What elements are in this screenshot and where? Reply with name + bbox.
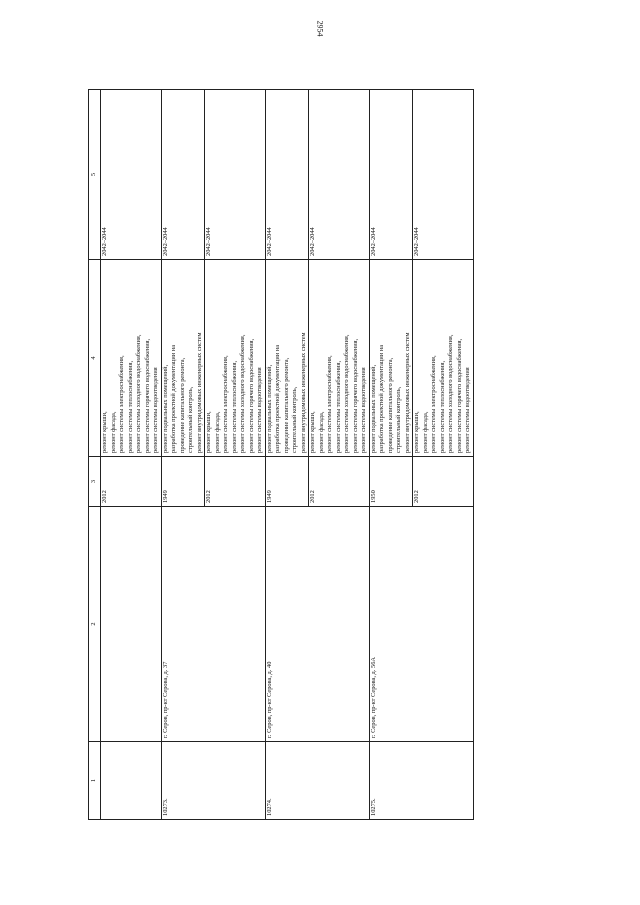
work-item: ремонт фасада,	[213, 411, 221, 453]
work-item: ремонт системы теплоснабжения,	[126, 360, 134, 453]
row-number-cell: 10274.	[265, 742, 369, 820]
work-item: ремонт внутридомовых инженерных систем	[403, 332, 411, 453]
work-item: ремонт системы электроснабжения,	[326, 355, 333, 453]
year-cell: 1949	[265, 457, 309, 507]
work-item: ремонт крыши,	[205, 411, 212, 453]
work-item: ремонт системы холодного водоснабжения,	[135, 334, 142, 453]
works-cell	[369, 260, 413, 457]
header-col-5: 5	[89, 90, 101, 260]
work-item: строительный контроль,	[187, 386, 194, 453]
year-cell: 2012	[309, 457, 370, 507]
work-item: ремонт системы горячего водоснабжения,	[247, 338, 255, 453]
works-cell	[265, 260, 309, 457]
work-item: проведение капитального ремонта,	[386, 357, 394, 453]
work-item: ремонт фасада,	[317, 411, 325, 453]
work-item: ремонт фасада,	[109, 411, 117, 453]
year-cell: 1949	[161, 457, 205, 507]
work-item: ремонт крыши,	[309, 411, 316, 453]
work-item: ремонт системы водоотведения	[256, 367, 263, 453]
table-row	[101, 90, 162, 820]
work-item: ремонт системы электроснабжения,	[118, 355, 125, 453]
work-item: строительный контроль,	[291, 386, 298, 453]
work-item: ремонт системы холодного водоснабжения,	[343, 334, 350, 453]
work-item: разработка проектной документации на	[170, 344, 177, 453]
table-body	[101, 90, 474, 820]
period-cell: 2042–2044	[161, 90, 205, 260]
work-item: ремонт крыши,	[101, 411, 108, 453]
table-row	[265, 90, 309, 820]
period-cell: 2042–2044	[265, 90, 309, 260]
work-item: ремонт подвальных помещений,	[161, 364, 169, 453]
work-item: разработка проектной документации на	[378, 344, 385, 453]
address-cell	[101, 507, 162, 742]
work-item: ремонт подвальных помещений,	[369, 364, 377, 453]
work-item: ремонт системы теплоснабжения,	[230, 360, 238, 453]
work-item: проведение капитального ремонта,	[282, 357, 290, 453]
period-cell: 2042–2044	[101, 90, 162, 260]
year-cell: 2012	[101, 457, 162, 507]
works-cell	[161, 260, 205, 457]
repair-schedule-table	[88, 89, 474, 820]
work-item: ремонт системы водоотведения	[464, 367, 471, 453]
table-row	[369, 90, 413, 820]
work-item: ремонт системы водоотведения	[152, 367, 159, 453]
works-cell	[101, 260, 162, 457]
work-item: ремонт системы теплоснабжения,	[334, 360, 342, 453]
work-item: ремонт фасада,	[421, 411, 429, 453]
period-cell: 2042–2044	[309, 90, 370, 260]
work-item: ремонт системы горячего водоснабжения,	[455, 338, 463, 453]
work-item: ремонт системы холодного водоснабжения,	[239, 334, 246, 453]
work-item: строительный контроль,	[395, 386, 402, 453]
year-cell: 1950	[369, 457, 413, 507]
address-cell: г. Серов, пр-кт Серова, д. 40	[265, 507, 369, 742]
year-cell: 2012	[205, 457, 266, 507]
work-item: разработка проектной документации на	[274, 344, 281, 453]
header-row	[89, 90, 101, 820]
row-number-cell	[101, 742, 162, 820]
rotated-table-container	[88, 90, 590, 820]
work-item: ремонт системы электроснабжения,	[222, 355, 229, 453]
year-cell: 2012	[413, 457, 474, 507]
page-number: 2954	[315, 20, 325, 37]
address-cell: г. Серов, пр-кт Серова, д. 56А	[369, 507, 473, 742]
works-cell	[413, 260, 474, 457]
work-item: ремонт системы горячего водоснабжения,	[143, 338, 151, 453]
works-cell	[309, 260, 370, 457]
period-cell: 2042–2044	[413, 90, 474, 260]
work-item: ремонт подвальных помещений,	[265, 364, 273, 453]
work-item: ремонт системы электроснабжения,	[430, 355, 437, 453]
work-item: проведение капитального ремонта,	[178, 357, 186, 453]
work-item: ремонт крыши,	[413, 411, 420, 453]
work-item: ремонт системы холодного водоснабжения,	[447, 334, 454, 453]
row-number-cell: 10275.	[369, 742, 473, 820]
works-cell	[205, 260, 266, 457]
period-cell: 2042–2044	[369, 90, 413, 260]
work-item: ремонт системы теплоснабжения,	[438, 360, 446, 453]
work-item: ремонт системы горячего водоснабжения,	[351, 338, 359, 453]
header-col-3: 3	[89, 457, 101, 507]
header-col-1: 1	[89, 742, 101, 820]
work-item: ремонт внутридомовых инженерных систем	[195, 332, 203, 453]
header-col-2: 2	[89, 507, 101, 742]
table-row	[161, 90, 205, 820]
work-item: ремонт внутридомовых инженерных систем	[299, 332, 307, 453]
work-item: ремонт системы водоотведения	[360, 367, 367, 453]
period-cell: 2042–2044	[205, 90, 266, 260]
header-col-4: 4	[89, 260, 101, 457]
address-cell: г. Серов, пр-кт Серова, д. 37	[161, 507, 265, 742]
row-number-cell: 10273.	[161, 742, 265, 820]
